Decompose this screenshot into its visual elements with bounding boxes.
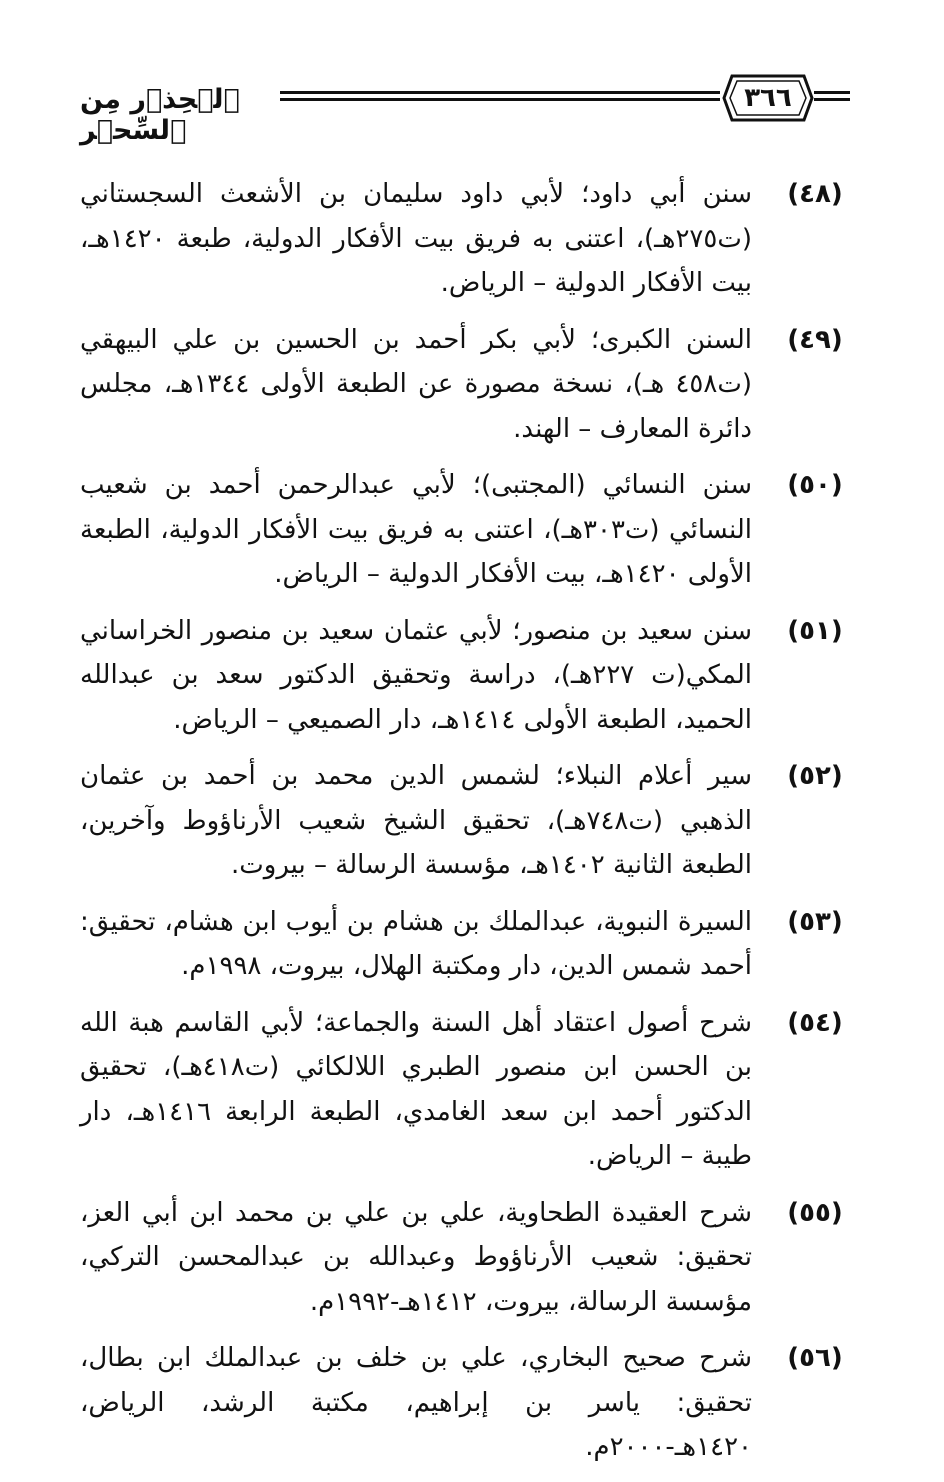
reference-number: (٥٥) (787, 1197, 843, 1228)
reference-text: السيرة النبوية، عبدالملك بن هشام بن أيوب ابن هشام، تحقيق: أحمد شمس الدين، دار ومكتبة الهلال، بيروت، ١٩٩٨م. (80, 906, 752, 981)
reference-number: (٥٠) (787, 470, 843, 500)
reference-entry (80, 172, 850, 306)
reference-entry (80, 318, 850, 452)
reference-text: شرح العقيدة الطحاوية، علي بن علي بن محمد ابن أبي العز، تحقيق: شعيب الأرناؤوط وعبدالله بن عبدالمحسن التركي، مؤسسة الرسالة، بيروت، ١٤١٢هـ-١٩٩٢م. (80, 1197, 752, 1317)
header-rule-left (280, 88, 720, 106)
reference-text: شرح أصول اعتقاد أهل السنة والجماعة؛ لأبي القاسم هبة الله بن الحسن ابن منصور الطبري اللالكائي (ت٤١٨هـ)، تحقيق الدكتور أحمد ابن سعد الغامدي، الطبعة الرابعة ١٤١٦هـ، دار طيبة – الرياض. (80, 1007, 752, 1171)
reference-number: (٥٤) (787, 1007, 843, 1038)
reference-number: (٤٨) (787, 179, 843, 209)
reference-number: (٤٩) (787, 324, 843, 355)
reference-entry (80, 1336, 850, 1470)
reference-entry (80, 754, 850, 888)
reference-text: سنن النسائي (المجتبى)؛ لأبي عبدالرحمن أحمد بن شعيب النسائي (ت٣٠٣هـ)، اعتنى به فريق بيت الأفكار الدولية، الطبعة الأولى ١٤٢٠هـ، بيت الأفكار الدولية – الرياض. (80, 470, 752, 589)
reference-number: (٥٣) (787, 906, 843, 937)
reference-entry (80, 900, 850, 989)
reference-entry (80, 1191, 850, 1325)
reference-number: (٥١) (787, 615, 843, 646)
reference-text: شرح صحيح البخاري، علي بن خلف بن عبدالملك ابن بطال، تحقيق: ياسر بن إبراهيم، مكتبة الرشد، الرياض، ١٤٢٠هـ-٢٠٠٠م. (80, 1343, 752, 1462)
page-number: ٣٦٦ (744, 83, 792, 113)
header-rule-right (814, 88, 850, 106)
reference-entry (80, 609, 850, 743)
reference-text: سنن سعيد بن منصور؛ لأبي عثمان سعيد بن منصور الخراساني المكي(ت ٢٢٧هـ)، دراسة وتحقيق الدكتور سعد بن عبدالله الحميد، الطبعة الأولى ١٤١٤هـ، دار الصميعي – الرياض. (80, 615, 752, 735)
reference-number: (٥٦) (787, 1343, 843, 1373)
page-header (80, 68, 850, 146)
reference-number: (٥٢) (787, 761, 843, 791)
reference-text: سنن أبي داود؛ لأبي داود سليمان بن الأشعث السجستاني (ت٢٧٥هـ)، اعتنى به فريق بيت الأفكار الدولية، طبعة ١٤٢٠هـ، بيت الأفكار الدولية – الرياض. (80, 179, 752, 298)
reference-list (80, 172, 850, 1482)
reference-entry (80, 1001, 850, 1179)
reference-entry (80, 463, 850, 597)
reference-text: السنن الكبرى؛ لأبي بكر أحمد بن الحسين بن علي البيهقي (ت٤٥٨ هـ)، نسخة مصورة عن الطبعة الأولى ١٣٤٤هـ، مجلس دائرة المعارف – الهند. (80, 324, 752, 444)
reference-text: سير أعلام النبلاء؛ لشمس الدين محمد بن أحمد بن عثمان الذهبي (ت٧٤٨هـ)، تحقيق الشيخ شعيب الأرناؤوط وآخرين، الطبعة الثانية ١٤٠٢هـ، مؤسسة الرسالة – بيروت. (80, 761, 752, 880)
running-title: ٱلۡحِذۡر مِن ٱلسِّحۡر (80, 84, 240, 146)
page-number-badge (722, 74, 814, 122)
